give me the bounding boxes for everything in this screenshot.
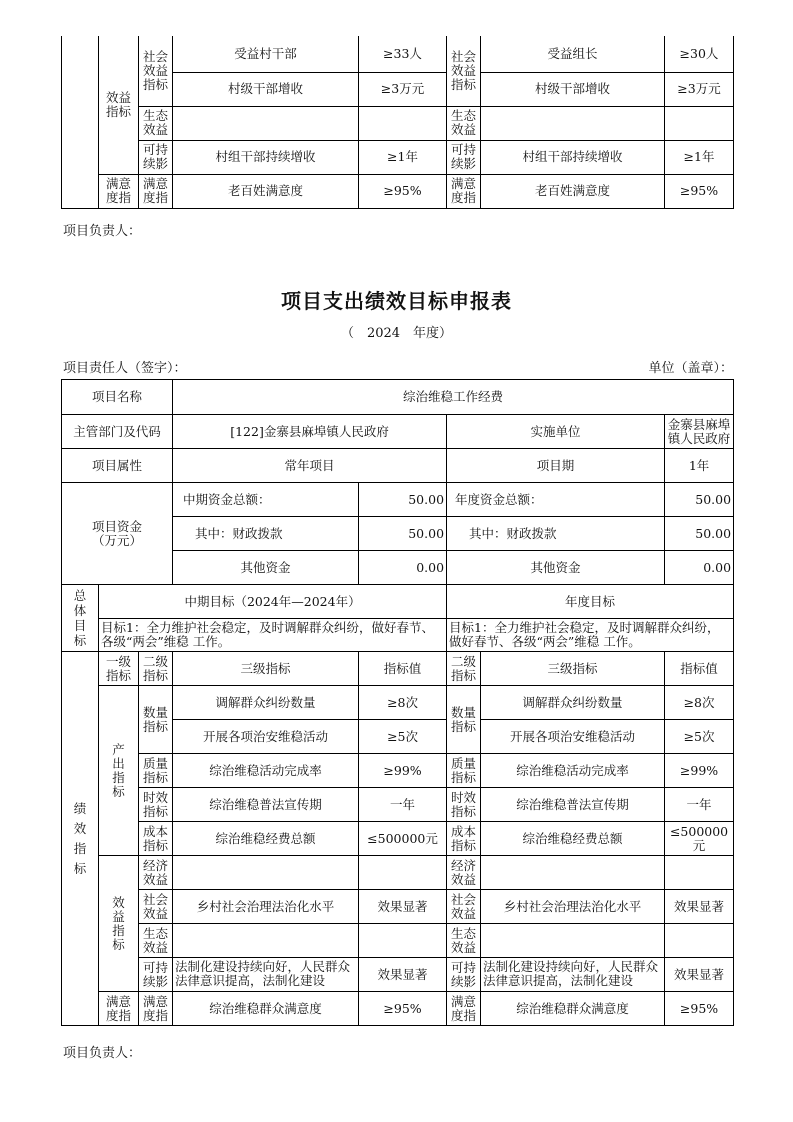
social-benefit-label-b: 社会效益指标	[447, 36, 481, 106]
l3-cell: 综治维稳经费总额	[481, 822, 665, 856]
header-level3: 三级指标	[173, 652, 359, 686]
previous-table-continuation	[61, 36, 734, 209]
benefit-indicator-label: 效益指标	[99, 36, 139, 174]
dept-label: 主管部门及代码	[62, 415, 173, 449]
value-cell: ≥3万元	[359, 72, 447, 106]
value-cell: 一年	[359, 788, 447, 822]
social-benefit-label-a: 社会效益	[139, 890, 173, 924]
satisfaction-l1-label: 满意度指	[99, 992, 139, 1026]
l3-cell: 开展各项治安维稳活动	[173, 720, 359, 754]
value-cell: ≥1年	[359, 140, 447, 174]
value-cell: ≥95%	[359, 174, 447, 208]
sustain-label-a: 可持续影	[139, 958, 173, 992]
quality-indicator-label-b: 质量指标	[447, 754, 481, 788]
fiscal-label-b: 其中：财政拨款	[447, 517, 665, 551]
value-cell: ≥95%	[665, 174, 734, 208]
l3-cell: 综治维稳群众满意度	[481, 992, 665, 1026]
empty-cell	[665, 924, 734, 958]
l3-cell: 老百姓满意度	[481, 174, 665, 208]
l3-cell: 综治维稳普法宣传期	[173, 788, 359, 822]
quantity-indicator-label-b: 数量指标	[447, 686, 481, 754]
satisfaction-l2-label-b: 满意度指	[447, 992, 481, 1026]
project-name-label: 项目名称	[62, 380, 173, 415]
attr-value: 常年项目	[173, 449, 447, 483]
fiscal-label-a: 其中：财政拨款	[173, 517, 359, 551]
satisfaction-l1-label: 满意度指	[99, 174, 139, 208]
value-cell: ≥5次	[665, 720, 734, 754]
mid-goal-header: 中期目标（2024年—2024年）	[99, 585, 447, 619]
impl-unit-value: 金寨县麻埠镇人民政府	[665, 415, 734, 449]
year-total-label: 年度资金总额：	[447, 483, 665, 517]
econ-benefit-label-a: 经济效益	[139, 856, 173, 890]
value-cell: 效果显著	[359, 890, 447, 924]
value-cell: 效果显著	[665, 890, 734, 924]
social-benefit-label-a: 社会效益指标	[139, 36, 173, 106]
output-indicator-label: 产出指标	[99, 686, 139, 856]
quality-indicator-label-a: 质量指标	[139, 754, 173, 788]
l3-cell: 法制化建设持续向好，人民群众法律意识提高，法制化建设	[173, 958, 359, 992]
l3-cell: 综治维稳经费总额	[173, 822, 359, 856]
period-label: 项目期	[447, 449, 665, 483]
l3-cell: 综治维稳普法宣传期	[481, 788, 665, 822]
empty-cell	[481, 106, 665, 140]
header-level3-b: 三级指标	[481, 652, 665, 686]
attr-label: 项目属性	[62, 449, 173, 483]
value-cell: ≥30人	[665, 36, 734, 72]
empty-cell	[359, 106, 447, 140]
empty-cell	[173, 106, 359, 140]
empty-cell	[665, 856, 734, 890]
header-value-b: 指标值	[665, 652, 734, 686]
satisfaction-l2-label-a: 满意度指	[139, 992, 173, 1026]
eco-benefit-label-a: 生态效益	[139, 106, 173, 140]
sustain-label-a: 可持续影	[139, 140, 173, 174]
value-cell: ≥1年	[665, 140, 734, 174]
other-value-b: 0.00	[665, 551, 734, 585]
value-cell: 一年	[665, 788, 734, 822]
l3-cell: 老百姓满意度	[173, 174, 359, 208]
value-cell: ≥8次	[665, 686, 734, 720]
sustain-label-b: 可持续影	[447, 140, 481, 174]
header-level2-b: 二级指标	[447, 652, 481, 686]
l3-cell: 开展各项治安维稳活动	[481, 720, 665, 754]
unit-stamp: 单位（盖章）：	[648, 361, 733, 376]
value-cell: ≥33人	[359, 36, 447, 72]
value-cell: ≥95%	[359, 992, 447, 1026]
l3-cell: 受益村干部	[173, 36, 359, 72]
value-cell: 效果显著	[665, 958, 734, 992]
value-cell: ≤500000元	[359, 822, 447, 856]
responsible-person-signature: 项目责任人（签字）：	[63, 361, 187, 376]
empty-cell	[173, 924, 359, 958]
funds-label: 项目资金（万元）	[62, 483, 173, 585]
year-total-value: 50.00	[665, 483, 734, 517]
satisfaction-l2-label-a: 满意度指	[139, 174, 173, 208]
value-cell: ≥95%	[665, 992, 734, 1026]
quantity-indicator-label-a: 数量指标	[139, 686, 173, 754]
sustain-label-b: 可持续影	[447, 958, 481, 992]
empty-cell	[665, 106, 734, 140]
performance-target-form	[61, 379, 734, 1026]
l3-cell: 法制化建设持续向好，人民群众法律意识提高，法制化建设	[481, 958, 665, 992]
eco-benefit-label-a: 生态效益	[139, 924, 173, 958]
fiscal-value-b: 50.00	[665, 517, 734, 551]
l3-cell: 调解群众纠纷数量	[173, 686, 359, 720]
impl-unit-label: 实施单位	[447, 415, 665, 449]
other-value-a: 0.00	[359, 551, 447, 585]
empty-cell	[359, 924, 447, 958]
form-title: 项目支出绩效目标申报表	[281, 289, 512, 313]
empty-cell	[173, 856, 359, 890]
period-value: 1年	[665, 449, 734, 483]
empty-cell	[481, 856, 665, 890]
header-level1: 一级指标	[99, 652, 139, 686]
other-label-b: 其他资金	[447, 551, 665, 585]
cost-indicator-label-a: 成本指标	[139, 822, 173, 856]
l3-cell: 村级干部增收	[481, 72, 665, 106]
header-value: 指标值	[359, 652, 447, 686]
prev-person-in-charge: 项目负责人：	[63, 224, 142, 239]
header-level2: 二级指标	[139, 652, 173, 686]
fiscal-value-a: 50.00	[359, 517, 447, 551]
value-cell: ≥8次	[359, 686, 447, 720]
value-cell: ≥99%	[665, 754, 734, 788]
social-benefit-label-b: 社会效益	[447, 890, 481, 924]
value-cell: ≥3万元	[665, 72, 734, 106]
l3-cell: 综治维稳活动完成率	[173, 754, 359, 788]
cost-indicator-label-b: 成本指标	[447, 822, 481, 856]
eco-benefit-label-b: 生态效益	[447, 924, 481, 958]
overall-goal-label: 总体目标	[62, 585, 99, 652]
empty-cell	[359, 856, 447, 890]
year-goal-text: 目标1：全力维护社会稳定，及时调解群众纠纷，做好春节、各级“两会”维稳 工作。	[447, 619, 734, 652]
l3-cell: 村级干部增收	[173, 72, 359, 106]
value-cell: ≥5次	[359, 720, 447, 754]
l3-cell: 综治维稳群众满意度	[173, 992, 359, 1026]
empty-cell	[481, 924, 665, 958]
l3-cell: 村组干部持续增收	[481, 140, 665, 174]
mid-total-label: 中期资金总额：	[173, 483, 359, 517]
l3-cell: 乡村社会治理法治化水平	[481, 890, 665, 924]
satisfaction-l2-label-b: 满意度指	[447, 174, 481, 208]
value-cell: ≥99%	[359, 754, 447, 788]
mid-total-value: 50.00	[359, 483, 447, 517]
other-label-a: 其他资金	[173, 551, 359, 585]
l3-cell: 乡村社会治理法治化水平	[173, 890, 359, 924]
dept-value: [122]金寨县麻埠镇人民政府	[173, 415, 447, 449]
value-cell: ≤500000元	[665, 822, 734, 856]
perf-column-blank	[62, 36, 99, 208]
project-name-value: 综治维稳工作经费	[173, 380, 734, 415]
l3-cell: 综治维稳活动完成率	[481, 754, 665, 788]
l3-cell: 受益组长	[481, 36, 665, 72]
time-indicator-label-a: 时效指标	[139, 788, 173, 822]
perf-indicator-label: 绩效指标	[62, 652, 99, 1026]
mid-goal-text: 目标1：全力维护社会稳定，及时调解群众纠纷，做好春节、各级“两会”维稳 工作。	[99, 619, 447, 652]
l3-cell: 村组干部持续增收	[173, 140, 359, 174]
value-cell: 效果显著	[359, 958, 447, 992]
year-line: （ 2024 年度）	[340, 326, 453, 341]
benefit-indicator-label: 效益指标	[99, 856, 139, 992]
year-goal-header: 年度目标	[447, 585, 734, 619]
eco-benefit-label-b: 生态效益	[447, 106, 481, 140]
time-indicator-label-b: 时效指标	[447, 788, 481, 822]
l3-cell: 调解群众纠纷数量	[481, 686, 665, 720]
econ-benefit-label-b: 经济效益	[447, 856, 481, 890]
person-in-charge: 项目负责人：	[63, 1046, 142, 1061]
